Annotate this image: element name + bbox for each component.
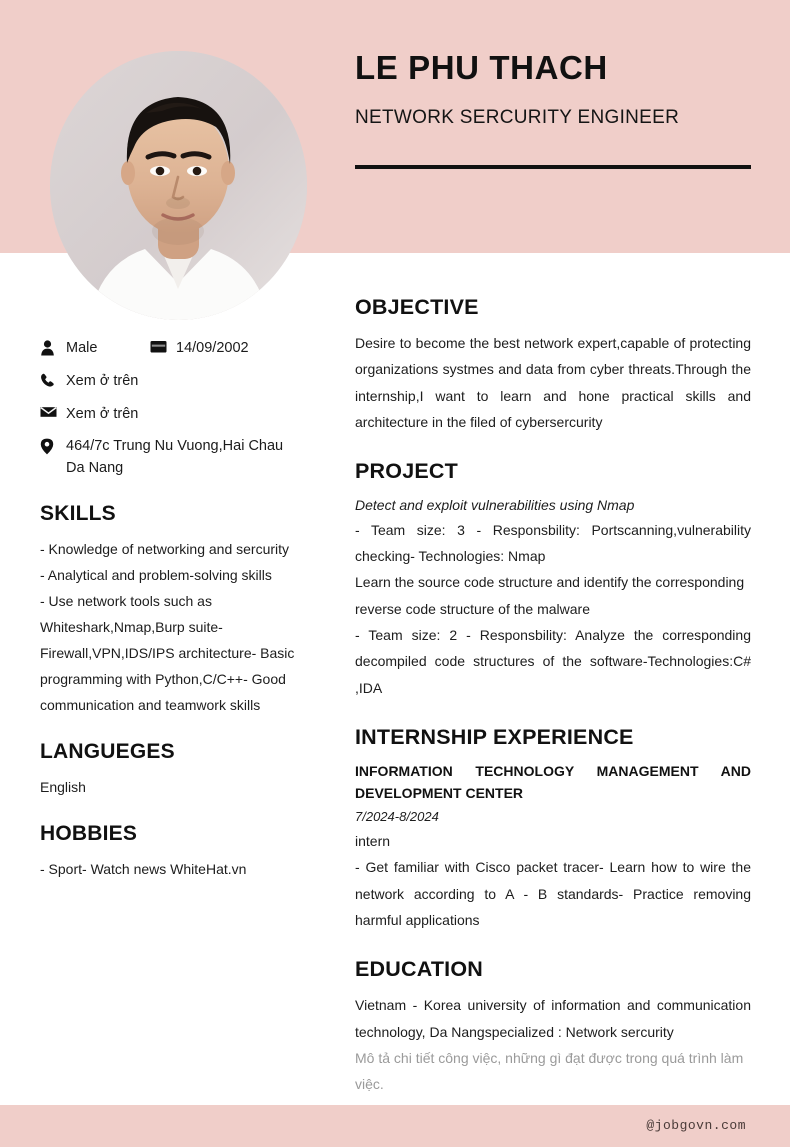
phone-icon — [40, 371, 66, 388]
project-item — [355, 494, 751, 569]
skills-line-0: - Knowledge of networking and sercurity — [40, 540, 290, 557]
skills-line-1: - Analytical and problem-solving skills — [40, 566, 272, 583]
page-title: LE PHU THACH — [355, 49, 608, 86]
section-languages — [40, 740, 330, 800]
project-detail: - Team size: 3 - Responsbility: Portscanning,vulnerability checking- Technologies: Nmap — [355, 521, 751, 564]
contact-row-email — [40, 404, 330, 426]
internship-role: intern — [355, 833, 391, 849]
education-title: EDUCATION — [355, 957, 484, 982]
person-icon — [40, 338, 66, 360]
sidebar — [40, 338, 330, 882]
project-title: PROJECT — [355, 459, 458, 484]
profile-photo — [50, 51, 307, 320]
main-content — [355, 295, 751, 1098]
education-school: Vietnam - Korea university of information and communication technology, Da Nangspecialized : Network sercurity — [355, 997, 751, 1040]
internship-organization: INFORMATION TECHNOLOGY MANAGEMENT AND DEVELOPMENT CENTER — [355, 762, 751, 802]
section-project — [355, 459, 751, 701]
project-name: Detect and exploit vulnerabilities using Nmap — [355, 497, 635, 514]
watermark: @jobgovn.com — [646, 1118, 746, 1133]
contact-row-phone — [40, 371, 330, 393]
contact-email: Xem ở trên — [66, 405, 139, 422]
contact-row-address — [40, 436, 330, 480]
hobbies-value: - Sport- Watch news WhiteHat.vn — [40, 861, 247, 877]
internship-detail: - Get familiar with Cisco packet tracer- Learn how to wire the network according to A - B standards- Practice removing harmful applications — [355, 859, 751, 928]
envelope-icon — [40, 404, 66, 418]
profile-photo-image — [50, 51, 307, 320]
project-name: Learn the source code structure and identify the corresponding reverse code structure of the malware — [355, 574, 745, 617]
section-hobbies — [40, 822, 330, 882]
section-objective — [355, 295, 751, 435]
project-detail: - Team size: 2 - Responsbility: Analyze the corresponding decompiled code structures of the software-Technologies:C# ,IDA — [355, 626, 751, 696]
contact-phone: Xem ở trên — [66, 372, 139, 389]
skills-title: SKILLS — [40, 501, 116, 525]
objective-title: OBJECTIVE — [355, 295, 479, 319]
calendar-icon — [150, 338, 176, 360]
hobbies-title: HOBBIES — [40, 822, 138, 845]
contact-info — [40, 338, 330, 480]
job-title: NETWORK SERCURITY ENGINEER — [355, 107, 680, 128]
contact-row-gender-birthday — [40, 338, 330, 360]
contact-birthday: 14/09/2002 — [176, 340, 249, 356]
project-item — [355, 569, 751, 701]
education-placeholder: Mô tả chi tiết công việc, những gì đạt được trong quá trình làm việc. — [355, 1049, 744, 1093]
section-skills — [40, 502, 330, 718]
languages-value: English — [40, 778, 86, 795]
header-divider — [355, 165, 751, 169]
internship-period: 7/2024-8/2024 — [355, 808, 439, 824]
section-education — [355, 957, 751, 1097]
internship-title: INTERNSHIP EXPERIENCE — [355, 724, 634, 749]
objective-body: Desire to become the best network expert,capable of protecting organizations systmes and data from cyber threats.Through the internship,I want to learn and hone practical skills and architecture in the filed of cybersercurity — [355, 335, 751, 430]
contact-address: 464/7c Trung Nu Vuong,Hai Chau Da Nang — [66, 438, 284, 476]
location-pin-icon — [40, 436, 66, 455]
languages-title: LANGUEGES — [40, 739, 175, 763]
skills-line-2: - Use network tools such as Whiteshark,Nmap,Burp suite-Firewall,VPN,IDS/IPS architecture- Basic programming with Python,C/C++- Good communication and teamwork skills — [40, 592, 295, 713]
contact-gender: Male — [66, 340, 98, 356]
section-internship — [355, 725, 751, 933]
